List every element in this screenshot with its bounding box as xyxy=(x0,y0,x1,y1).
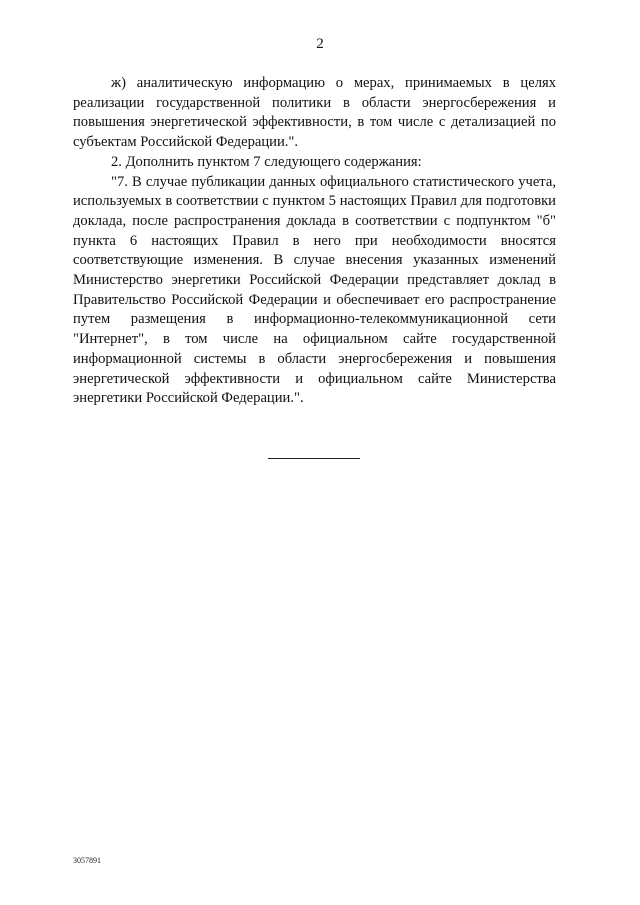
end-separator-line xyxy=(268,458,360,459)
document-code: 3057891 xyxy=(73,856,101,865)
page-number: 2 xyxy=(316,36,324,52)
document-body xyxy=(73,74,556,409)
paragraph-point-7: "7. В случае публикации данных официального статистического учета, используемых в соответствии с пунктом 5 настоящих Правил для подготовки доклада, после распространения доклада в соответствии с подпунктом "б" пункта 6 настоящих Правил в него при необходимости вносятся соответствующие изменения. В случае внесения указанных изменений Министерство энергетики Российской Федерации представляет доклад в Правительство Российской Федерации и обеспечивает его распространение путем размещения в информационно-телекоммуникационной сети "Интернет", в том числе на официальном сайте государственной информационной системы в области энергосбережения и повышения энергетической эффективности и официальном сайте Министерства энергетики Российской Федерации.". xyxy=(73,173,556,407)
paragraph-zh-analytics: ж) аналитическую информацию о мерах, принимаемых в целях реализации государственной политики в области энергосбережения и повышения энергетической эффективности, в том числе с детализацией по субъектам Российской Федерации.". xyxy=(73,75,556,151)
paragraph-item-2: 2. Дополнить пунктом 7 следующего содержания: xyxy=(111,153,422,170)
